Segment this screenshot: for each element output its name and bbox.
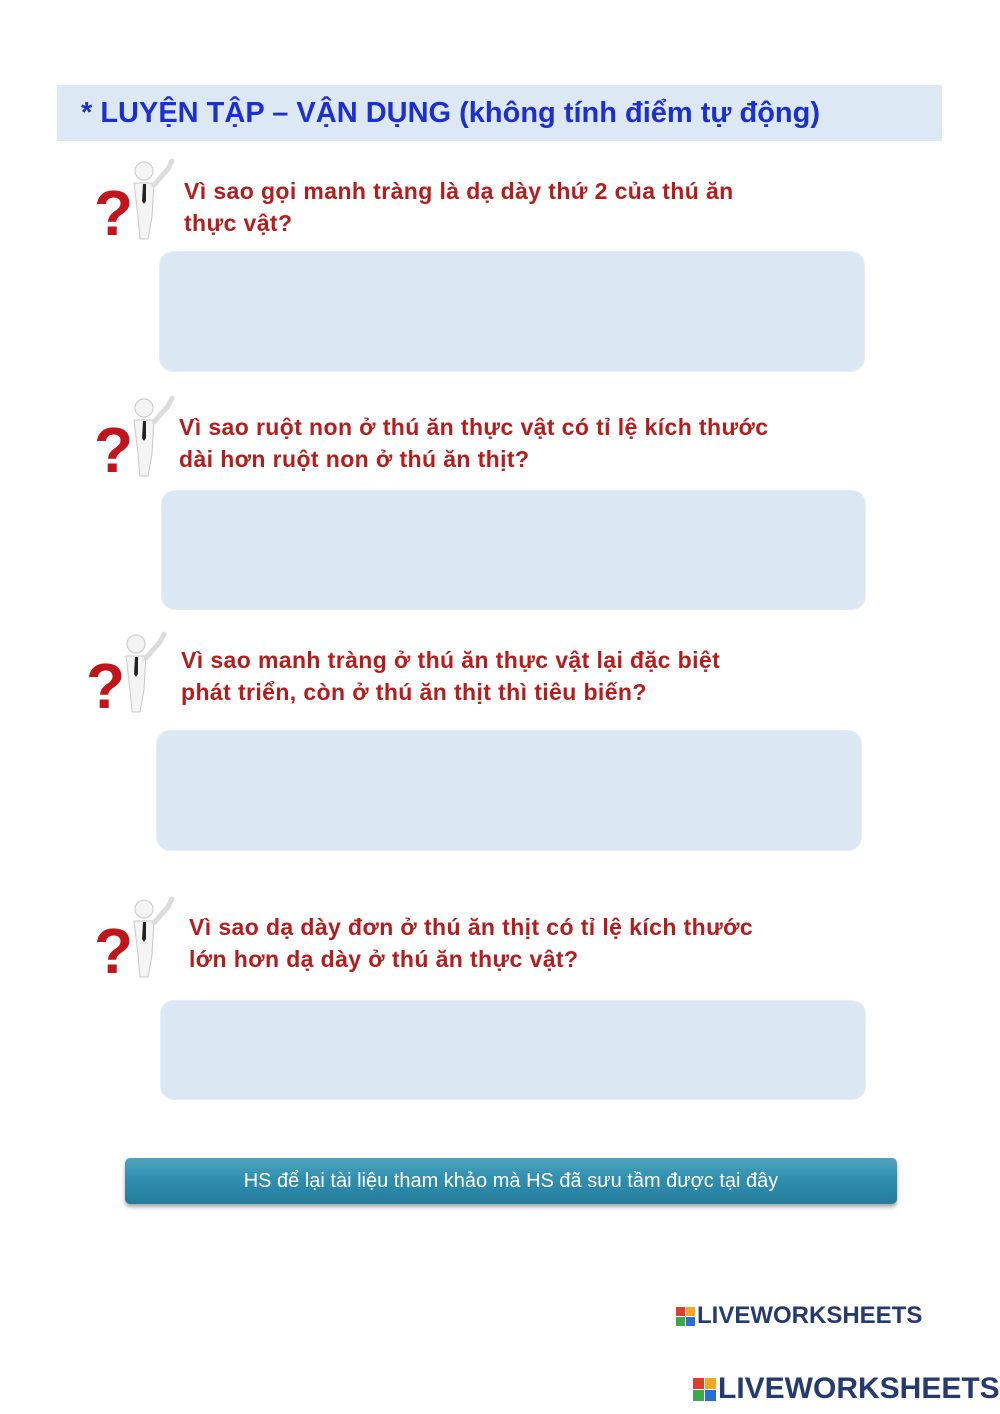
question-1-line-1: Vì sao gọi manh tràng là dạ dày thứ 2 của thú ăn <box>184 178 734 204</box>
liveworksheets-cube-icon <box>693 1378 716 1401</box>
question-2-line-1: Vì sao ruột non ở thú ăn thực vật có tỉ lệ kích thước <box>179 414 769 440</box>
svg-text:?: ? <box>94 414 134 482</box>
question-mark-person-icon <box>88 392 178 482</box>
svg-text:?: ? <box>94 177 134 245</box>
question-1 <box>184 175 734 239</box>
answer-box-1[interactable] <box>159 251 865 372</box>
answer-box-4[interactable] <box>160 1000 866 1100</box>
liveworksheets-cube-icon <box>676 1307 695 1326</box>
question-2 <box>179 411 768 475</box>
question-mark-person-icon <box>88 893 178 983</box>
liveworksheets-logo-text: LIVEWORKSHEETS <box>697 1302 923 1329</box>
question-3 <box>181 644 720 708</box>
question-1-line-2: thực vật? <box>184 210 293 236</box>
liveworksheets-logo <box>676 1302 922 1330</box>
answer-box-2[interactable] <box>161 490 866 610</box>
answer-box-3[interactable] <box>156 730 862 851</box>
question-3-line-1: Vì sao manh tràng ở thú ăn thực vật lại đặc biệt <box>181 647 721 673</box>
svg-text:?: ? <box>94 915 134 983</box>
svg-text:?: ? <box>86 650 126 718</box>
liveworksheets-logo-footer <box>693 1372 1000 1406</box>
section-header <box>57 85 942 141</box>
reference-materials-button[interactable]: HS để lại tài liệu tham khảo mà HS đã sưu tầm được tại đây <box>125 1158 897 1204</box>
question-3-line-2: phát triển, còn ở thú ăn thịt thì tiêu biến? <box>181 679 647 705</box>
question-mark-person-icon <box>88 155 178 245</box>
liveworksheets-logo-footer-text: LIVEWORKSHEETS <box>718 1372 1000 1405</box>
question-4-line-2: lớn hơn dạ dày ở thú ăn thực vật? <box>189 946 579 972</box>
question-2-line-2: dài hơn ruột non ở thú ăn thịt? <box>179 446 530 472</box>
question-mark-person-icon <box>80 628 170 718</box>
section-title: * LUYỆN TẬP – VẬN DỤNG (không tính điểm tự động) <box>81 97 821 129</box>
question-4-line-1: Vì sao dạ dày đơn ở thú ăn thịt có tỉ lệ kích thước <box>189 914 754 940</box>
question-4 <box>189 911 753 975</box>
